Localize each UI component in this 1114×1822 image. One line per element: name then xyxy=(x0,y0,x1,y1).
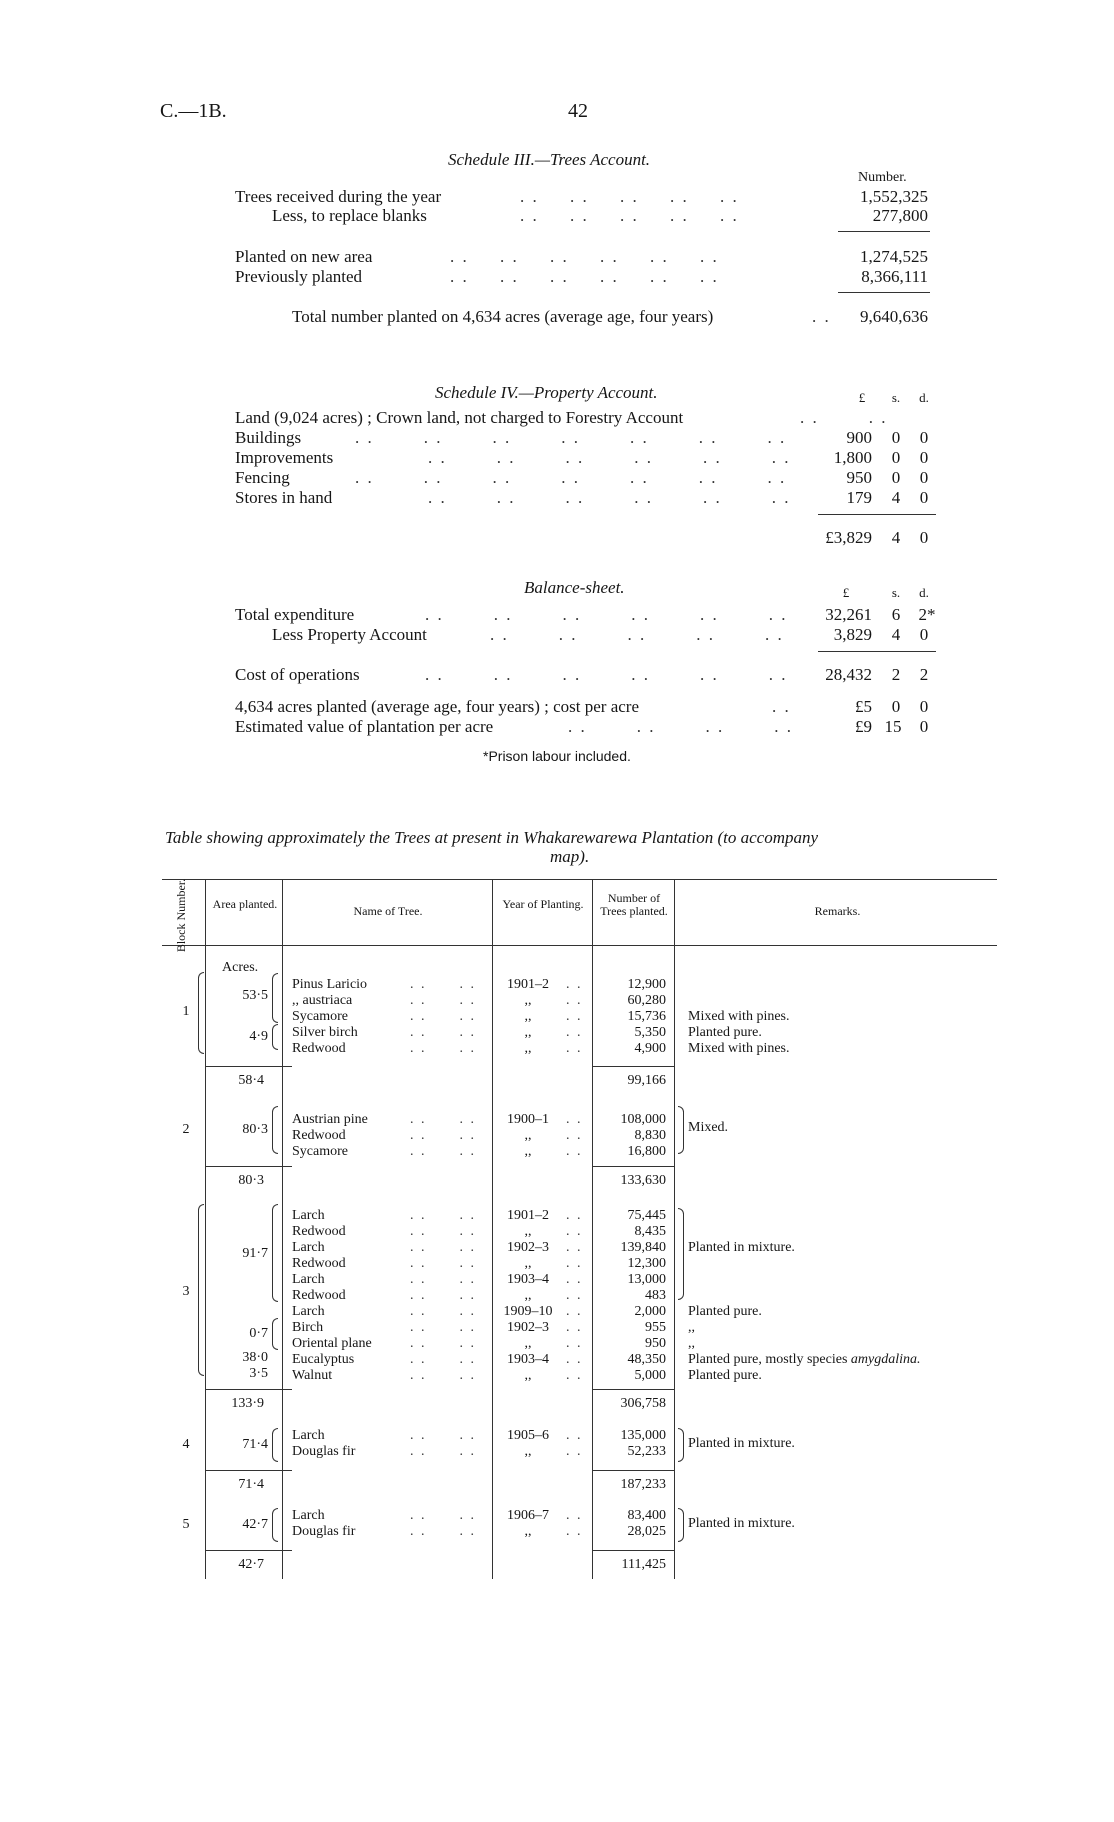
remarks-brace xyxy=(678,1106,684,1154)
sum-rule xyxy=(818,514,936,515)
remark: ,, xyxy=(688,1320,695,1335)
schedule3-row-value: 1,274,525 xyxy=(860,247,928,266)
pence-value: 0 xyxy=(919,717,929,736)
planting-year: ,, xyxy=(524,1444,532,1459)
remarks-brace xyxy=(678,1508,684,1542)
planting-year: 1902–3 xyxy=(507,1320,549,1335)
planting-year: ,, xyxy=(524,1144,532,1159)
shillings-value: 6 xyxy=(891,605,901,624)
block-total-area: 133·9 xyxy=(231,1396,264,1411)
tree-name: Larch xyxy=(292,1428,325,1443)
leader-dots: . . . . xyxy=(410,1208,476,1223)
acres-label: Acres. xyxy=(222,960,259,975)
leader-dots: . . . . xyxy=(410,1508,476,1523)
planting-year: ,, xyxy=(524,1336,532,1351)
subtotal-rule xyxy=(592,1470,674,1471)
subtotal-rule xyxy=(205,1550,292,1551)
trees-planted: 5,000 xyxy=(634,1368,666,1383)
leader-dots: . . . . xyxy=(410,1428,476,1443)
trees-planted: 48,350 xyxy=(627,1352,666,1367)
pounds-value: 3,829 xyxy=(833,625,872,644)
trees-planted: 52,233 xyxy=(627,1444,666,1459)
subtotal-rule xyxy=(592,1066,674,1067)
area-value: 71·4 xyxy=(242,1437,268,1452)
planting-year: 1901–2 xyxy=(507,1208,549,1223)
shillings-value: 2 xyxy=(891,665,901,684)
leader-dots: . . xyxy=(566,1524,583,1539)
block-number: 5 xyxy=(182,1517,190,1532)
area-brace xyxy=(272,1508,278,1542)
schedule4-land-label: Land (9,024 acres) ; Crown land, not charged to Forestry Account xyxy=(235,408,684,427)
leader-dots: . . . . xyxy=(800,408,888,427)
leader-dots: . . . . . . . . . . . . xyxy=(425,605,788,624)
area-value: 91·7 xyxy=(242,1246,268,1261)
leader-dots: . . . . . . . . . . . . xyxy=(450,267,719,286)
leader-dots: . . . . . . . . . . . . xyxy=(425,665,788,684)
leader-dots: . . . . . . . . . . xyxy=(490,625,784,644)
pence-value: 0 xyxy=(919,697,929,716)
leader-dots: . . xyxy=(566,1144,583,1159)
table-title-continued: map). xyxy=(550,847,590,866)
trees-planted: 955 xyxy=(645,1320,666,1335)
planting-year: 1903–4 xyxy=(507,1272,549,1287)
planting-year: 1903–4 xyxy=(507,1352,549,1367)
balance-footnote: *Prison labour included. xyxy=(483,748,631,764)
planting-year: 1902–3 xyxy=(507,1240,549,1255)
planting-year: 1905–6 xyxy=(507,1428,549,1443)
subtotal-rule xyxy=(592,1550,674,1551)
leader-dots: . . xyxy=(566,1224,583,1239)
column-rule xyxy=(282,879,283,1579)
header-area: Area planted. xyxy=(212,897,278,911)
trees-planted: 950 xyxy=(645,1336,666,1351)
tree-name: Larch xyxy=(292,1304,325,1319)
subtotal-rule xyxy=(205,1066,292,1067)
shillings-value: 4 xyxy=(891,625,901,644)
planting-year: ,, xyxy=(524,1025,532,1040)
leader-dots: . . xyxy=(566,1288,583,1303)
remark: Planted pure. xyxy=(688,1304,762,1319)
col-head-pence: d. xyxy=(919,390,929,405)
remark: Planted in mixture. xyxy=(688,1240,795,1255)
area-value: 4·9 xyxy=(249,1029,268,1044)
leader-dots: . . xyxy=(566,1208,583,1223)
planting-year: 1900–1 xyxy=(507,1112,549,1127)
block-number: 4 xyxy=(182,1437,190,1452)
planting-year: ,, xyxy=(524,1368,532,1383)
pence-value: 2 xyxy=(919,665,929,684)
schedule4-total-pence: 0 xyxy=(919,528,929,547)
pence-value: 0 xyxy=(919,468,929,487)
tree-name: Sycamore xyxy=(292,1009,348,1024)
leader-dots: . . . . xyxy=(410,1336,476,1351)
remark: Mixed with pines. xyxy=(688,1041,790,1056)
trees-planted: 12,900 xyxy=(627,977,666,992)
table-header-rule xyxy=(162,945,997,946)
schedule3-row-label: Less, to replace blanks xyxy=(272,206,427,225)
leader-dots: . . xyxy=(566,1304,583,1319)
shillings-value: 15 xyxy=(884,717,902,736)
area-brace xyxy=(272,1204,278,1302)
subtotal-rule xyxy=(592,1389,674,1390)
tree-name: Oriental plane xyxy=(292,1336,372,1351)
column-rule xyxy=(592,879,593,1579)
balance-row-label: Estimated value of plantation per acre xyxy=(235,717,494,736)
leader-dots: . . . . xyxy=(410,1112,476,1127)
header-remarks: Remarks. xyxy=(814,904,861,918)
trees-planted: 8,830 xyxy=(634,1128,666,1143)
schedule3-total-label: Total number planted on 4,634 acres (average age, four years) xyxy=(292,307,714,326)
area-brace xyxy=(272,1106,278,1154)
planting-year: ,, xyxy=(524,1256,532,1271)
area-value: 42·7 xyxy=(242,1517,268,1532)
pence-value: 2* xyxy=(918,605,936,624)
leader-dots: . . xyxy=(566,993,583,1008)
pence-value: 0 xyxy=(919,625,929,644)
column-rule xyxy=(492,879,493,1579)
leader-dots: . . . . . . . . xyxy=(568,717,793,736)
tree-name: Douglas fir xyxy=(292,1444,356,1459)
leader-dots: . . xyxy=(566,1336,583,1351)
tree-name: ,, austriaca xyxy=(292,993,353,1008)
leader-dots: . . . . . . . . . . xyxy=(520,187,739,206)
schedule3-total-value: 9,640,636 xyxy=(860,307,928,326)
sum-rule xyxy=(838,292,930,293)
planting-year: 1909–10 xyxy=(503,1304,553,1319)
leader-dots: . . xyxy=(566,1009,583,1024)
leader-dots: . . . . xyxy=(410,1009,476,1024)
shillings-value: 0 xyxy=(891,697,901,716)
block-total-number: 111,425 xyxy=(621,1557,666,1572)
schedule4-row-label: Improvements xyxy=(235,448,334,467)
leader-dots: . . . . . . . . . . . . xyxy=(428,448,791,467)
leader-dots: . . xyxy=(772,697,791,716)
schedule3-row-label: Trees received during the year xyxy=(235,187,442,206)
trees-planted: 108,000 xyxy=(620,1112,666,1127)
balance-row-label: Cost of operations xyxy=(235,665,360,684)
leader-dots: . . . . . . . . . . . . xyxy=(428,488,791,507)
pounds-value: £5 xyxy=(855,697,872,716)
block-number: 1 xyxy=(182,1004,190,1019)
leader-dots: . . . . xyxy=(410,993,476,1008)
remark: Planted in mixture. xyxy=(688,1516,795,1531)
balance-title: Balance-sheet. xyxy=(524,578,625,597)
col-head-shillings: s. xyxy=(891,390,901,405)
block-brace xyxy=(198,972,204,1054)
trees-planted: 15,736 xyxy=(627,1009,666,1024)
leader-dots: . . . . . . . . . . . . . . xyxy=(355,468,787,487)
tree-name: Redwood xyxy=(292,1256,346,1271)
balance-row-label: 4,634 acres planted (average age, four years) ; cost per acre xyxy=(235,697,640,716)
leader-dots: . . . . xyxy=(410,1524,476,1539)
remark: Planted in mixture. xyxy=(688,1436,795,1451)
tree-name: Austrian pine xyxy=(292,1112,368,1127)
block-total-number: 306,758 xyxy=(620,1396,666,1411)
area-value: 38·0 xyxy=(242,1350,268,1365)
schedule4-total-shillings: 4 xyxy=(891,528,901,547)
tree-name: Birch xyxy=(292,1320,324,1335)
sum-rule xyxy=(838,231,930,232)
leader-dots: . . xyxy=(566,1428,583,1443)
block-number: 3 xyxy=(182,1284,190,1299)
balance-row-label: Total expenditure xyxy=(235,605,355,624)
leader-dots: . . xyxy=(566,1112,583,1127)
leader-dots: . . . . . . . . . . . . . . xyxy=(355,428,787,447)
tree-name: Redwood xyxy=(292,1288,346,1303)
leader-dots: . . xyxy=(812,307,831,326)
remarks-brace xyxy=(678,1208,684,1300)
tree-name: Douglas fir xyxy=(292,1524,356,1539)
trees-planted: 4,900 xyxy=(634,1041,666,1056)
trees-planted: 60,280 xyxy=(627,993,666,1008)
pence-value: 0 xyxy=(919,428,929,447)
pence-value: 0 xyxy=(919,488,929,507)
block-total-number: 187,233 xyxy=(620,1477,666,1492)
schedule3-row-label: Planted on new area xyxy=(235,247,373,266)
leader-dots: . . xyxy=(566,1240,583,1255)
schedule3-row-value: 8,366,111 xyxy=(861,267,928,286)
tree-name: Sycamore xyxy=(292,1144,348,1159)
shillings-value: 4 xyxy=(891,488,901,507)
tree-name: Walnut xyxy=(292,1368,333,1383)
leader-dots: . . xyxy=(566,1320,583,1335)
trees-planted: 8,435 xyxy=(634,1224,666,1239)
pounds-value: 1,800 xyxy=(833,448,872,467)
leader-dots: . . . . xyxy=(410,1368,476,1383)
schedule3-title: Schedule III.—Trees Account. xyxy=(448,150,651,169)
leader-dots: . . . . xyxy=(410,1320,476,1335)
area-value: 3·5 xyxy=(249,1366,268,1381)
shillings-value: 0 xyxy=(891,468,901,487)
leader-dots: . . xyxy=(566,977,583,992)
leader-dots: . . . . xyxy=(410,1128,476,1143)
trees-planted: 5,350 xyxy=(634,1025,666,1040)
planting-year: 1906–7 xyxy=(507,1508,549,1523)
schedule3-col-head: Number. xyxy=(858,170,907,185)
leader-dots: . . . . . . . . . . xyxy=(520,206,739,225)
leader-dots: . . xyxy=(566,1368,583,1383)
block-total-number: 99,166 xyxy=(627,1073,666,1088)
planting-year: ,, xyxy=(524,1009,532,1024)
trees-planted: 28,025 xyxy=(627,1524,666,1539)
subtotal-rule xyxy=(592,1166,674,1167)
subtotal-rule xyxy=(205,1166,292,1167)
leader-dots: . . xyxy=(566,1508,583,1523)
tree-name: Pinus Laricio xyxy=(292,977,368,992)
tree-name: Redwood xyxy=(292,1224,346,1239)
remark: Planted pure. xyxy=(688,1368,762,1383)
pounds-value: £9 xyxy=(855,717,872,736)
pounds-value: 32,261 xyxy=(825,605,872,624)
trees-planted: 483 xyxy=(645,1288,666,1303)
header-number: Number of Trees planted. xyxy=(600,891,668,918)
planting-year: 1901–2 xyxy=(507,977,549,992)
remark: ,, xyxy=(688,1336,695,1351)
planting-year: ,, xyxy=(524,993,532,1008)
pounds-value: 179 xyxy=(846,488,872,507)
subtotal-rule xyxy=(205,1470,292,1471)
tree-name: Larch xyxy=(292,1240,325,1255)
tree-name: Silver birch xyxy=(292,1025,358,1040)
leader-dots: . . . . xyxy=(410,1025,476,1040)
schedule3-row-label: Previously planted xyxy=(235,267,363,286)
leader-dots: . . . . xyxy=(410,1288,476,1303)
col-head-pence: d. xyxy=(919,585,929,600)
tree-name: Eucalyptus xyxy=(292,1352,355,1367)
tree-name: Redwood xyxy=(292,1128,346,1143)
header-name: Name of Tree. xyxy=(353,904,423,918)
schedule4-title: Schedule IV.—Property Account. xyxy=(435,383,658,402)
trees-planted: 2,000 xyxy=(634,1304,666,1319)
tree-name: Larch xyxy=(292,1272,325,1287)
leader-dots: . . . . xyxy=(410,1240,476,1255)
col-head-shillings: s. xyxy=(891,585,901,600)
area-brace xyxy=(272,1318,278,1350)
planting-year: ,, xyxy=(524,1041,532,1056)
remark: Planted pure. xyxy=(688,1025,762,1040)
block-number: 2 xyxy=(182,1122,190,1137)
area-value: 80·3 xyxy=(242,1122,268,1137)
schedule4-row-label: Stores in hand xyxy=(235,488,333,507)
leader-dots: . . xyxy=(566,1272,583,1287)
area-brace xyxy=(272,973,278,1023)
leader-dots: . . xyxy=(566,1352,583,1367)
leader-dots: . . . . . . . . . . . . xyxy=(450,247,719,266)
leader-dots: . . xyxy=(566,1041,583,1056)
header-block-number xyxy=(160,878,204,952)
leader-dots: . . xyxy=(566,1025,583,1040)
shillings-value: 0 xyxy=(891,428,901,447)
leader-dots: . . xyxy=(566,1128,583,1143)
remarks-brace xyxy=(678,1428,684,1462)
leader-dots: . . . . xyxy=(410,977,476,992)
leader-dots: . . . . xyxy=(410,1224,476,1239)
leader-dots: . . . . xyxy=(410,1304,476,1319)
column-rule xyxy=(674,879,675,1579)
document-reference: C.—1B. xyxy=(160,100,227,122)
leader-dots: . . xyxy=(566,1444,583,1459)
remark: Mixed with pines. xyxy=(688,1009,790,1024)
planting-year: ,, xyxy=(524,1128,532,1143)
header-block-number-text: Block Number. xyxy=(174,878,189,952)
area-brace xyxy=(272,1024,278,1050)
leader-dots: . . . . xyxy=(410,1144,476,1159)
subtotal-rule xyxy=(205,1389,292,1390)
area-value: 0·7 xyxy=(249,1326,268,1341)
sum-rule xyxy=(818,651,936,652)
shillings-value: 0 xyxy=(891,448,901,467)
trees-planted: 16,800 xyxy=(627,1144,666,1159)
pence-value: 0 xyxy=(919,448,929,467)
block-total-area: 71·4 xyxy=(238,1477,264,1492)
col-head-pounds: £ xyxy=(858,390,866,405)
pounds-value: 950 xyxy=(846,468,872,487)
block-total-area: 80·3 xyxy=(238,1173,264,1188)
column-rule xyxy=(205,879,206,1579)
leader-dots: . . . . xyxy=(410,1272,476,1287)
tree-name: Redwood xyxy=(292,1041,346,1056)
trees-planted: 75,445 xyxy=(627,1208,666,1223)
planting-year: ,, xyxy=(524,1224,532,1239)
leader-dots: . . xyxy=(566,1256,583,1271)
planting-year: ,, xyxy=(524,1524,532,1539)
tree-name: Larch xyxy=(292,1208,325,1223)
table-top-rule xyxy=(162,879,997,880)
schedule3-row-value: 277,800 xyxy=(872,206,928,225)
trees-planted: 139,840 xyxy=(620,1240,666,1255)
block-total-area: 42·7 xyxy=(238,1557,264,1572)
remark: Planted pure, mostly species amygdalina. xyxy=(688,1352,921,1367)
area-brace xyxy=(272,1428,278,1462)
tree-name: Larch xyxy=(292,1508,325,1523)
leader-dots: . . . . xyxy=(410,1256,476,1271)
trees-planted: 12,300 xyxy=(627,1256,666,1271)
area-value: 53·5 xyxy=(242,988,268,1003)
schedule4-row-label: Fencing xyxy=(235,468,290,487)
pounds-value: 900 xyxy=(846,428,872,447)
schedule4-row-label: Buildings xyxy=(235,428,302,447)
remark: Mixed. xyxy=(688,1120,729,1135)
leader-dots: . . . . xyxy=(410,1041,476,1056)
header-year: Year of Planting. xyxy=(502,897,584,911)
block-brace xyxy=(198,1204,204,1376)
block-total-number: 133,630 xyxy=(620,1173,666,1188)
balance-row-label: Less Property Account xyxy=(272,625,427,644)
leader-dots: . . . . xyxy=(410,1444,476,1459)
planting-year: ,, xyxy=(524,1288,532,1303)
table-title: Table showing approximately the Trees at present in Whakarewarewa Plantation (to accompany xyxy=(165,828,819,847)
trees-planted: 135,000 xyxy=(620,1428,666,1443)
col-head-pounds: £ xyxy=(842,585,850,600)
leader-dots: . . . . xyxy=(410,1352,476,1367)
trees-planted: 83,400 xyxy=(627,1508,666,1523)
trees-planted: 13,000 xyxy=(627,1272,666,1287)
block-total-area: 58·4 xyxy=(238,1073,264,1088)
page-number: 42 xyxy=(568,100,588,122)
schedule4-total-pounds: £3,829 xyxy=(825,528,872,547)
pounds-value: 28,432 xyxy=(825,665,872,684)
schedule3-row-value: 1,552,325 xyxy=(860,187,928,206)
